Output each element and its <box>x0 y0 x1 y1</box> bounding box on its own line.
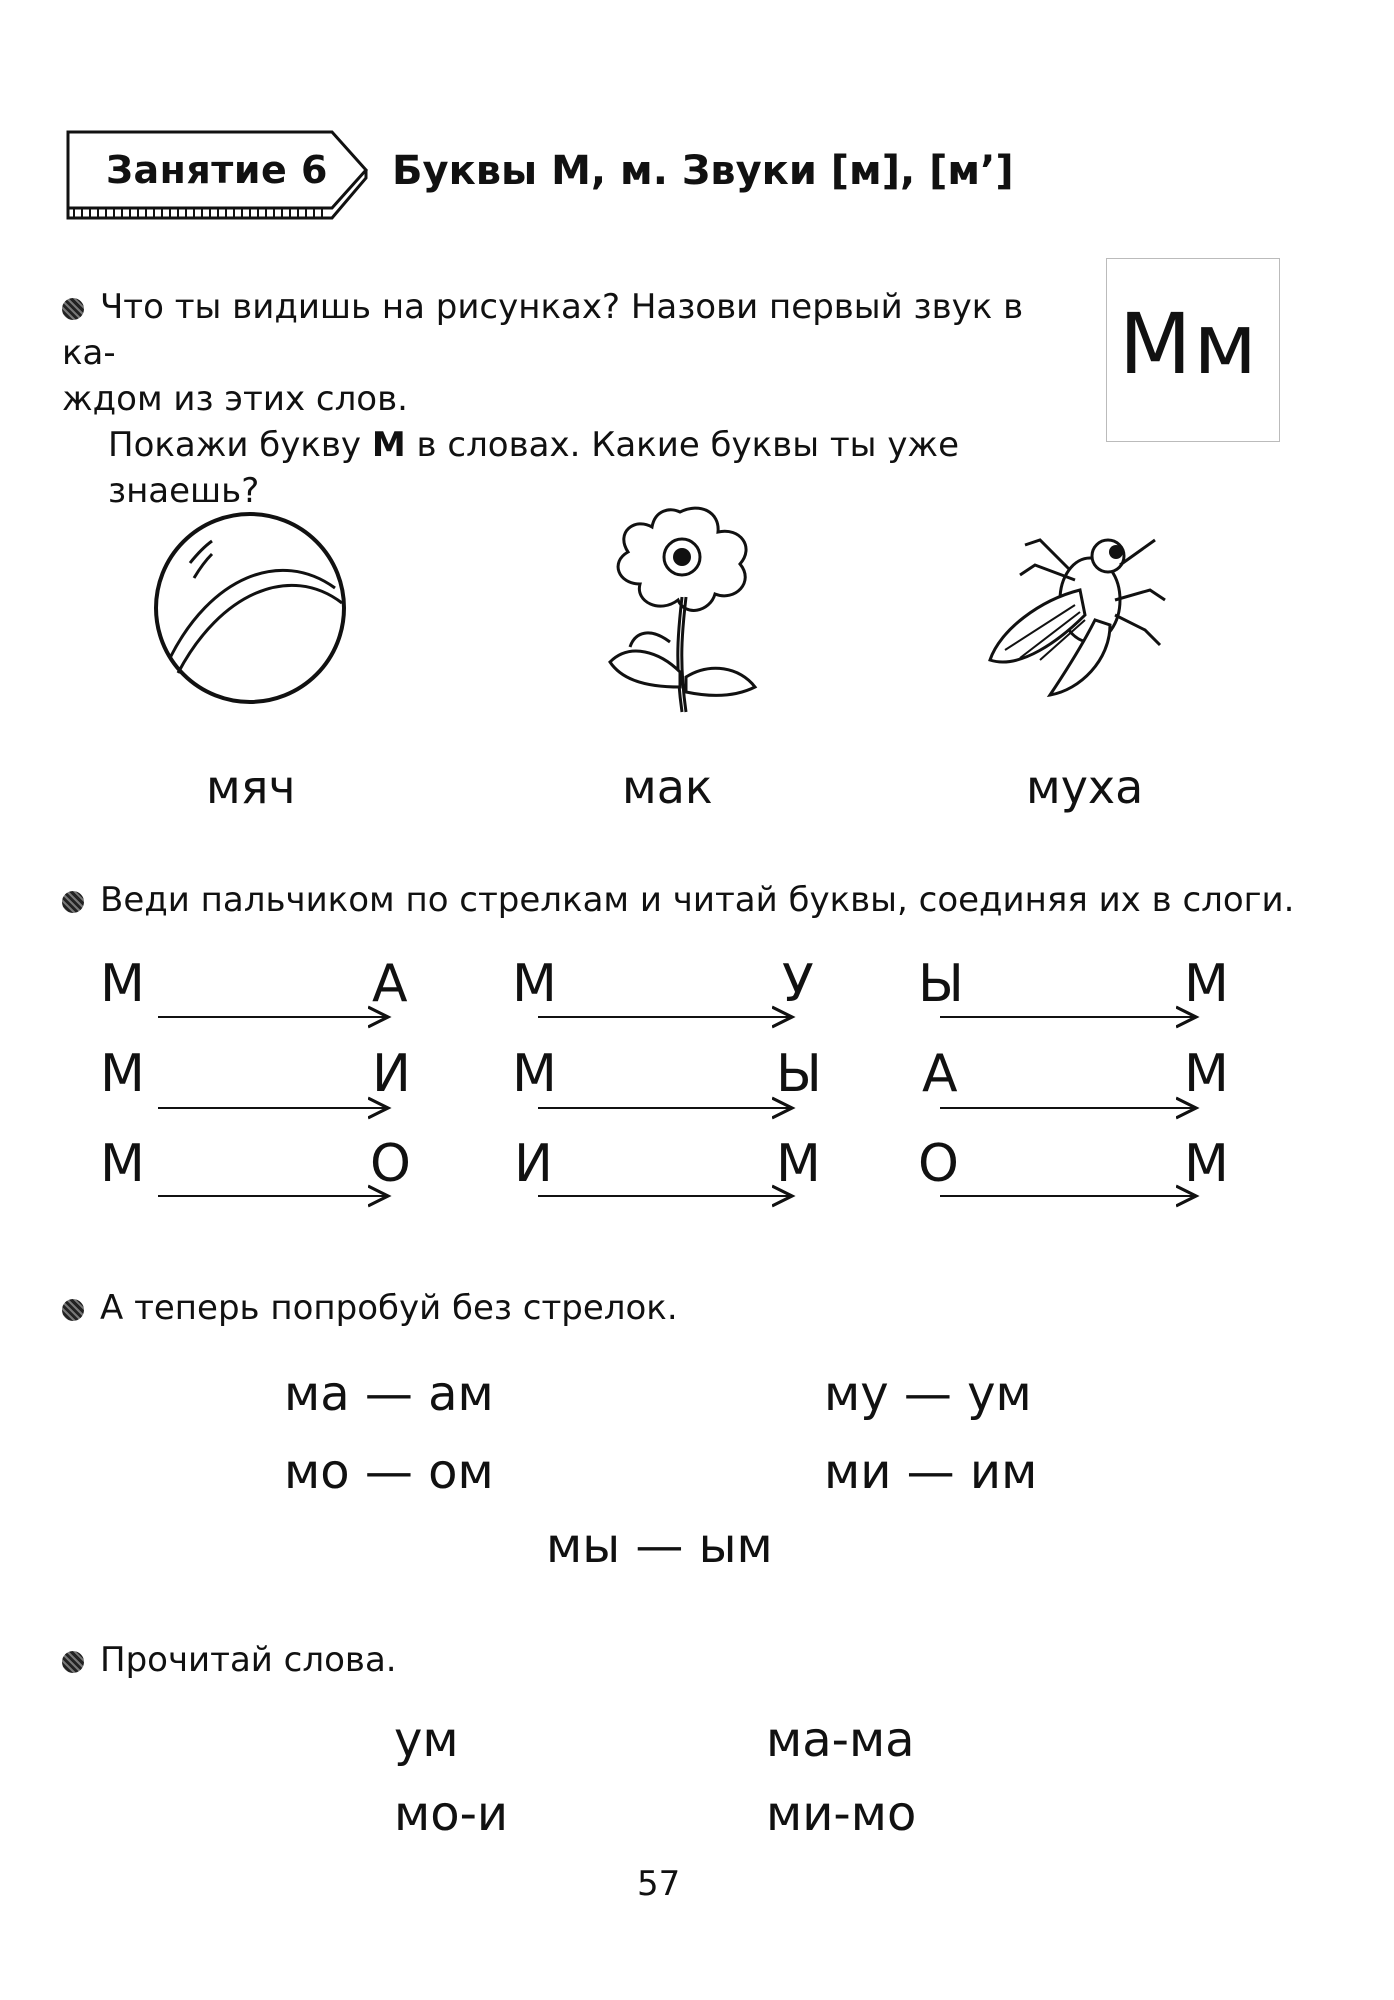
read-word: ум <box>394 1712 459 1768</box>
task1-line3-before: Покажи букву <box>108 425 372 465</box>
syllable-end-letter: М <box>1184 1134 1229 1194</box>
syllable-pair: ми — им <box>824 1444 1038 1500</box>
syllable-end-letter: У <box>782 954 814 1014</box>
syllable-start-letter: М <box>512 954 557 1014</box>
letter-card-text: Мм <box>1119 295 1259 393</box>
task1-line2: ждом из этих слов. <box>62 379 408 419</box>
syllable-end-letter: М <box>1184 954 1229 1014</box>
picture-word-fly: муха <box>1026 760 1144 814</box>
read-word: ми-мо <box>766 1786 917 1842</box>
syllable-start-letter: О <box>918 1134 959 1194</box>
task1-line3-letter: М <box>371 425 406 465</box>
task3-instruction <box>62 1288 678 1328</box>
task1-line1: Что ты видишь на рисунках? Назови первый звук в ка- <box>62 287 1024 373</box>
lesson-label: Занятие 6 <box>106 148 328 192</box>
page-number: 57 <box>637 1864 681 1904</box>
syllable-pair: му — ум <box>824 1366 1032 1422</box>
syllable-start-letter: А <box>922 1044 958 1104</box>
syllable-end-letter: О <box>370 1134 411 1194</box>
syllable-start-letter: М <box>100 1134 145 1194</box>
lesson-title: Буквы М, м. Звуки [м], [м’] <box>392 148 1014 194</box>
syllable-end-letter: М <box>776 1134 821 1194</box>
read-word: ма-ма <box>766 1712 915 1768</box>
picture-word-poppy: мак <box>622 760 713 814</box>
syllable-end-letter: А <box>372 954 408 1014</box>
read-word: мо-и <box>394 1786 509 1842</box>
syllable-start-letter: М <box>100 1044 145 1104</box>
syllable-start-letter: М <box>512 1044 557 1104</box>
syllable-start-letter: Ы <box>918 954 964 1014</box>
task3-text: А теперь попробуй без стрелок. <box>100 1288 678 1328</box>
task1-line3-after: в словах. Какие буквы ты уже знаешь? <box>108 425 959 511</box>
task2-text: Веди пальчиком по стрелкам и читай буквы, соединяя их в слоги. <box>100 880 1295 920</box>
syllable-start-letter: М <box>100 954 145 1014</box>
syllable-pair: ма — ам <box>284 1366 494 1422</box>
syllable-end-letter: М <box>1184 1044 1229 1104</box>
bullet-icon <box>62 1299 84 1321</box>
syllable-end-letter: И <box>372 1044 411 1104</box>
syllable-pair: мо — ом <box>284 1444 494 1500</box>
syllable-start-letter: И <box>514 1134 553 1194</box>
syllable-end-letter: Ы <box>776 1044 822 1104</box>
picture-word-ball: мяч <box>206 760 296 814</box>
task4-text: Прочитай слова. <box>100 1640 397 1680</box>
syllable-pair: мы — ым <box>546 1518 773 1574</box>
bullet-icon <box>62 1651 84 1673</box>
task4-instruction <box>62 1640 397 1680</box>
